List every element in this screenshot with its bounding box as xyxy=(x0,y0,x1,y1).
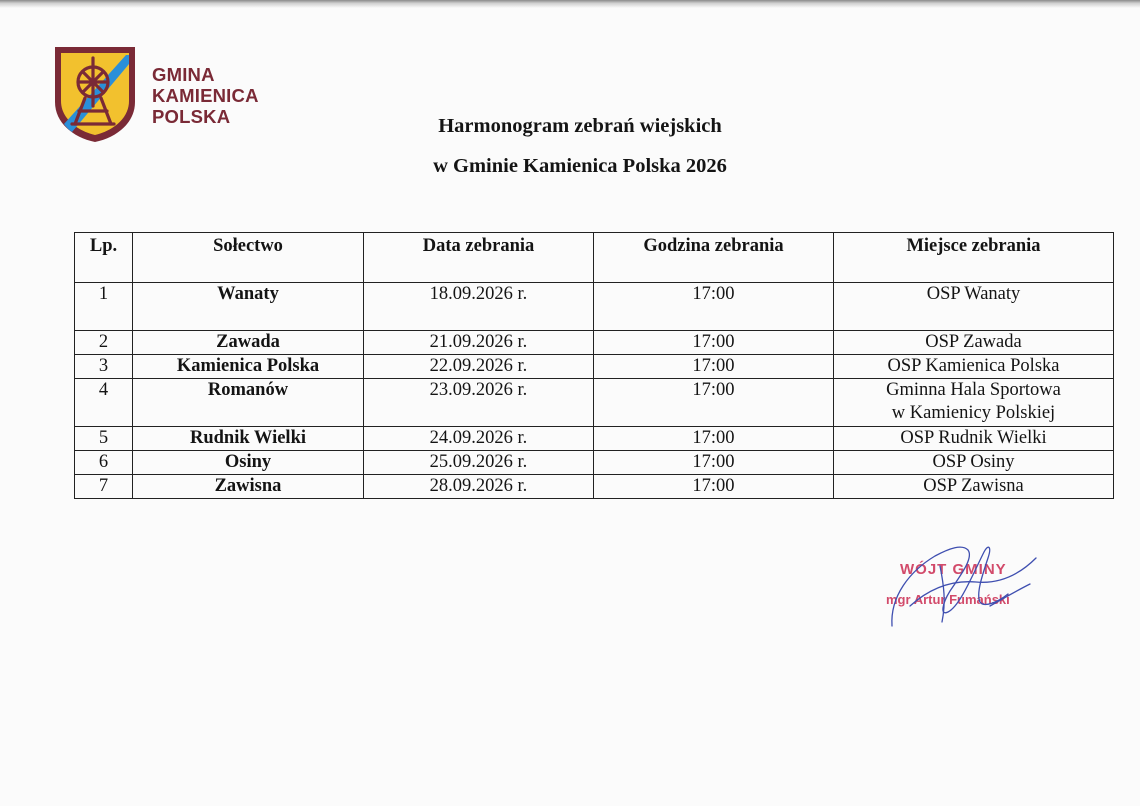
meeting-place xyxy=(834,379,1114,427)
column-header-solectwo: Sołectwo xyxy=(133,233,364,283)
row-number: 6 xyxy=(75,451,133,475)
row-number: 7 xyxy=(75,475,133,499)
village-name: Zawisna xyxy=(133,475,364,499)
village-name: Romanów xyxy=(133,379,364,427)
meeting-place: OSP Wanaty xyxy=(834,283,1114,331)
table-row xyxy=(75,355,1114,379)
row-number: 3 xyxy=(75,355,133,379)
logo-line-2: KAMIENICA xyxy=(152,85,259,106)
row-number: 2 xyxy=(75,331,133,355)
meeting-hour: 17:00 xyxy=(594,475,834,499)
official-stamp-name: mgr Artur Fumański xyxy=(886,592,1010,607)
table-row xyxy=(75,283,1114,331)
meeting-hour: 17:00 xyxy=(594,283,834,331)
meeting-date: 28.09.2026 r. xyxy=(364,475,594,499)
meeting-place: OSP Kamienica Polska xyxy=(834,355,1114,379)
document-subtitle: w Gminie Kamienica Polska 2026 xyxy=(433,155,727,177)
meeting-date: 25.09.2026 r. xyxy=(364,451,594,475)
meeting-place-line-2: w Kamienicy Polskiej xyxy=(891,403,1056,423)
logo-line-3: POLSKA xyxy=(152,106,231,127)
document-title: Harmonogram zebrań wiejskich xyxy=(438,115,722,137)
meeting-date: 18.09.2026 r. xyxy=(364,283,594,331)
meeting-hour: 17:00 xyxy=(594,379,834,427)
meeting-place: OSP Zawisna xyxy=(834,475,1114,499)
meeting-date: 22.09.2026 r. xyxy=(364,355,594,379)
village-name: Osiny xyxy=(133,451,364,475)
table-header-row xyxy=(75,233,1114,283)
meeting-place: OSP Zawada xyxy=(834,331,1114,355)
table-row xyxy=(75,475,1114,499)
meeting-date: 24.09.2026 r. xyxy=(364,427,594,451)
table-row xyxy=(75,427,1114,451)
row-number: 1 xyxy=(75,283,133,331)
village-name: Zawada xyxy=(133,331,364,355)
meeting-date: 21.09.2026 r. xyxy=(364,331,594,355)
row-number: 4 xyxy=(75,379,133,427)
column-header-lp: Lp. xyxy=(75,233,133,283)
village-name: Kamienica Polska xyxy=(133,355,364,379)
handwritten-signature-icon xyxy=(880,536,1050,636)
meeting-place: OSP Osiny xyxy=(834,451,1114,475)
logo-line-1: GMINA xyxy=(152,64,215,85)
column-header-hour: Godzina zebrania xyxy=(594,233,834,283)
meeting-place: OSP Rudnik Wielki xyxy=(834,427,1114,451)
meeting-hour: 17:00 xyxy=(594,427,834,451)
column-header-date: Data zebrania xyxy=(364,233,594,283)
table-row xyxy=(75,331,1114,355)
meeting-place-line-1: Gminna Hala Sportowa xyxy=(886,380,1061,400)
column-header-place: Miejsce zebrania xyxy=(834,233,1114,283)
scan-edge xyxy=(0,0,1140,8)
meeting-schedule-table xyxy=(74,232,1114,499)
meeting-hour: 17:00 xyxy=(594,451,834,475)
meeting-hour: 17:00 xyxy=(594,331,834,355)
village-name: Wanaty xyxy=(133,283,364,331)
meeting-date: 23.09.2026 r. xyxy=(364,379,594,427)
official-stamp-title: WÓJT GMINY xyxy=(900,561,1007,578)
row-number: 5 xyxy=(75,427,133,451)
village-name: Rudnik Wielki xyxy=(133,427,364,451)
table-row xyxy=(75,451,1114,475)
meeting-hour: 17:00 xyxy=(594,355,834,379)
table-row xyxy=(75,379,1114,427)
